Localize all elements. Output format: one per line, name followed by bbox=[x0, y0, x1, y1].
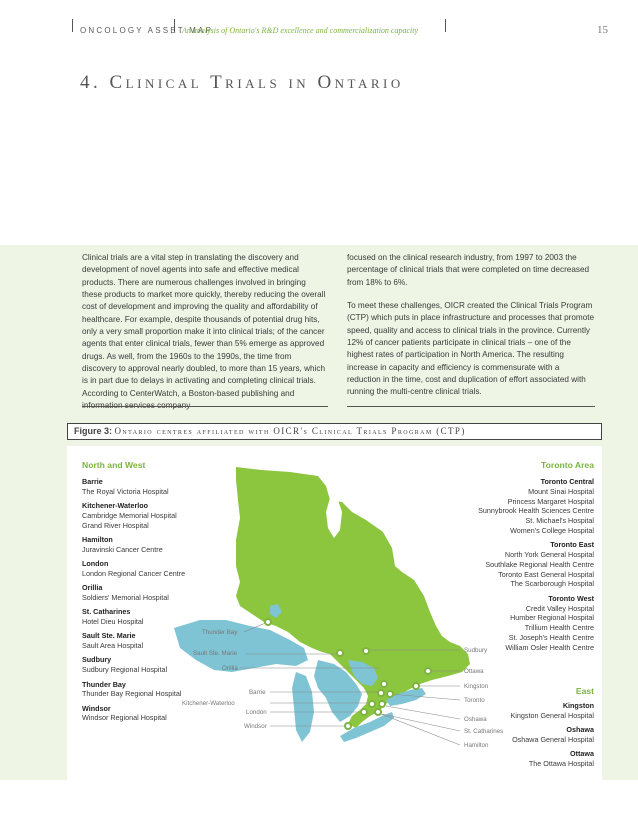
location-city: Sudbury bbox=[82, 655, 112, 665]
location-site: Princess Margaret Hospital bbox=[507, 496, 594, 506]
map-label-kingston: Kingston bbox=[464, 683, 489, 690]
location-city: Windsor bbox=[82, 703, 111, 713]
east-list bbox=[394, 701, 594, 773]
marker-sault bbox=[337, 650, 343, 656]
location-site: Juravinski Cancer Centre bbox=[82, 544, 163, 554]
location-site: Cambridge Memorial Hospital bbox=[82, 510, 177, 520]
map-label-london: London bbox=[246, 709, 267, 716]
location-entry bbox=[394, 540, 594, 589]
location-city: Barrie bbox=[82, 477, 103, 486]
map-label-orillia: Orillia bbox=[222, 665, 238, 672]
location-site: The Scarborough Hospital bbox=[510, 579, 594, 589]
location-entry bbox=[82, 583, 232, 603]
marker-oshawa bbox=[379, 701, 385, 707]
location-city: Kitchener-Waterloo bbox=[82, 501, 149, 511]
marker-orillia bbox=[381, 681, 387, 687]
marker-ottawa bbox=[425, 668, 431, 674]
location-site: Trillium Health Centre bbox=[524, 623, 594, 633]
location-site: St. Joseph's Health Centre bbox=[508, 632, 594, 642]
toronto-heading: Toronto Area bbox=[541, 460, 594, 470]
location-city: Toronto West bbox=[548, 593, 594, 603]
location-site: Thunder Bay Regional Hospital bbox=[82, 689, 182, 699]
location-site: St. Michael's Hospital bbox=[525, 516, 594, 526]
location-entry bbox=[82, 535, 232, 555]
location-city: Kingston bbox=[562, 701, 594, 710]
marker-sudbury bbox=[363, 648, 369, 654]
section-title: 4. Clinical Trials in Ontario bbox=[80, 72, 404, 93]
marker-london bbox=[361, 709, 367, 715]
location-site: Southlake Regional Health Centre bbox=[485, 559, 594, 569]
location-site: The Ottawa Hospital bbox=[528, 758, 594, 768]
location-site: Toronto East General Hospital bbox=[498, 569, 594, 579]
marker-kitchener bbox=[369, 701, 375, 707]
location-site: Sault Area Hospital bbox=[82, 641, 144, 651]
location-city: Hamilton bbox=[82, 534, 113, 544]
location-entry bbox=[82, 607, 232, 627]
location-city: Thunder Bay bbox=[82, 679, 126, 689]
location-entry bbox=[394, 477, 594, 536]
location-site: Hotel Dieu Hospital bbox=[82, 617, 144, 627]
location-entry bbox=[394, 749, 594, 769]
north-west-heading: North and West bbox=[82, 460, 146, 470]
map-label-sault: Sault Ste. Marie bbox=[193, 650, 238, 657]
location-entry bbox=[394, 594, 594, 653]
marker-barrie bbox=[378, 690, 384, 696]
header-publication: ONCOLOGY ASSET MAP bbox=[80, 26, 214, 35]
location-site: Grand River Hospital bbox=[82, 520, 149, 530]
map-label-hamilton: Hamilton bbox=[464, 742, 489, 749]
location-city: Toronto Central bbox=[540, 477, 594, 486]
map-label-ottawa: Ottawa bbox=[464, 668, 484, 675]
page-number: 15 bbox=[597, 24, 608, 36]
location-city: Toronto East bbox=[550, 540, 594, 550]
north-west-list bbox=[82, 477, 232, 728]
location-site: Mount Sinai Hospital bbox=[528, 486, 594, 496]
location-entry bbox=[82, 704, 232, 724]
location-city: Oshawa bbox=[566, 725, 594, 735]
map-label-toronto: Toronto bbox=[464, 697, 485, 704]
marker-hamilton bbox=[375, 709, 381, 715]
east-heading: East bbox=[575, 686, 594, 696]
location-entry bbox=[82, 680, 232, 700]
body-paragraph: Clinical trials are a vital step in translating the discovery and development of novel agents into safe and effective medical products. There are numerous challenges involved in bringing these products to market more quickly, thereby reducing the overall cost of development and improving the quality and affordability of healthcare. For example, despite thousands of potential drug hits, only a very small proportion make it into clinical trials; of the cancer agents that enter clinical trials, fewer than 5% emerge as approved drugs. As well, from the 1960s to the 1990s, the time from discovery to approval nearly doubled, to more than 15 years, which is in part due to delays in activating and completing clinical trials. According to CenterWatch, a Boston-based publishing and bbox=[82, 253, 326, 398]
map-label-windsor: Windsor bbox=[244, 723, 267, 730]
location-city: Sault Ste. Marie bbox=[82, 631, 136, 641]
location-site: Kingston General Hospital bbox=[510, 710, 594, 720]
location-site: The Royal Victoria Hospital bbox=[82, 486, 169, 496]
map-label-sudbury: Sudbury bbox=[464, 647, 488, 654]
location-entry bbox=[82, 655, 232, 675]
location-site: North York General Hospital bbox=[504, 550, 594, 560]
location-entry bbox=[82, 559, 232, 579]
map-label-kitchener: Kitchener-Waterloo bbox=[182, 700, 235, 707]
location-city: St. Catharines bbox=[82, 607, 131, 617]
header-subtitle: An analysis of Ontario's R&D excellence and commercialization capacity bbox=[182, 26, 419, 35]
location-entry bbox=[82, 631, 232, 651]
marker-thunder-bay bbox=[265, 619, 271, 625]
location-city: Ottawa bbox=[570, 749, 594, 759]
location-site: Credit Valley Hospital bbox=[525, 603, 594, 613]
location-entry bbox=[82, 477, 232, 497]
location-entry bbox=[394, 725, 594, 745]
location-site: William Osler Health Centre bbox=[505, 642, 594, 652]
toronto-list bbox=[394, 477, 594, 657]
location-site: Oshawa General Hospital bbox=[512, 734, 594, 744]
location-site: Sudbury Regional Hospital bbox=[82, 665, 168, 675]
location-city: London bbox=[82, 559, 109, 569]
body-paragraph: focused on the clinical research industry, from 1997 to 2003 the percentage of clinical trials that were completed on time decreased from 18% to 6%. bbox=[347, 253, 590, 287]
location-entry bbox=[82, 501, 232, 530]
location-site: Windsor Regional Hospital bbox=[82, 713, 167, 723]
map-label-st-catharines: St. Catharines bbox=[464, 728, 504, 735]
map-label-barrie: Barrie bbox=[249, 689, 266, 696]
location-site: Soldiers' Memorial Hospital bbox=[82, 592, 169, 602]
lake-michigan bbox=[292, 672, 314, 742]
figure-label: Figure 3: bbox=[74, 426, 113, 436]
map-label-thunder-bay: Thunder Bay bbox=[202, 629, 238, 636]
body-paragraph: To meet these challenges, OICR created the Clinical Trials Program (CTP) which puts in place infrastructure and processes that promote speed, quality and access to clinical trials in the province. Currently 12% of cancer patients participate in clinical trials – one of the highest rates of participation in North America. The resulting increase in capacity and efficiency is commensurate with a reduction in the time, cost and duplication of effort associated with running the multi-centre clinical trials. bbox=[347, 301, 595, 397]
figure-caption-text: Ontario centres affiliated with OICR's Clinical Trials Program (CTP) bbox=[114, 426, 466, 436]
location-site: Humber Regional Hospital bbox=[510, 613, 594, 623]
location-entry bbox=[394, 701, 594, 721]
location-site: Sunnybrook Health Sciences Centre bbox=[478, 506, 594, 516]
location-site: Women's College Hospital bbox=[510, 525, 594, 535]
location-city: Orillia bbox=[82, 583, 103, 593]
marker-toronto bbox=[387, 691, 393, 697]
location-site: London Regional Cancer Centre bbox=[82, 568, 186, 578]
marker-kingston bbox=[413, 683, 419, 689]
marker-windsor bbox=[345, 723, 351, 729]
map-label-oshawa: Oshawa bbox=[464, 716, 487, 723]
